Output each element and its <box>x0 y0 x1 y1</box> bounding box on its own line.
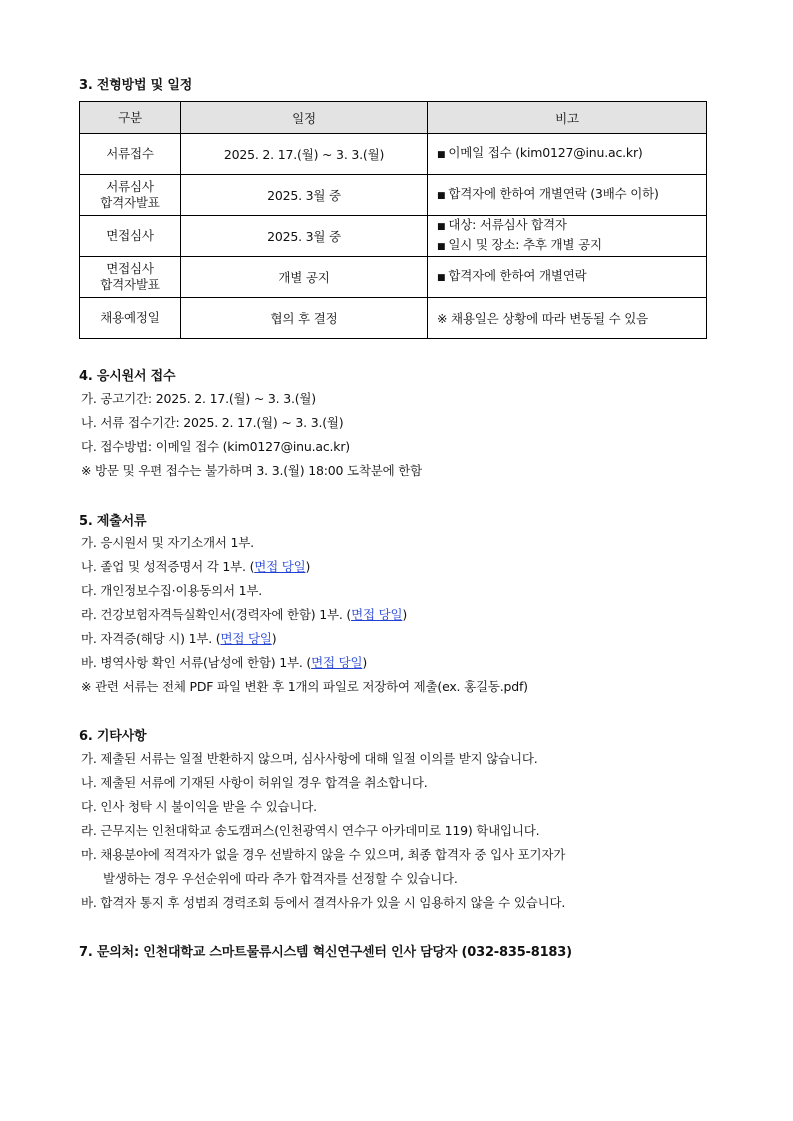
section-6-line: 나. 제출된 서류에 기재된 사항이 허위일 경우 합격을 취소합니다. <box>81 775 428 790</box>
category-cell <box>80 134 181 175</box>
schedule-cell: 개별 공지 <box>181 257 428 298</box>
schedule-cell: 2025. 3월 중 <box>181 175 428 216</box>
table-header-row <box>80 102 707 134</box>
item-text: ) <box>271 631 277 646</box>
category-cell <box>80 175 181 216</box>
schedule-cell: 2025. 3월 중 <box>181 216 428 257</box>
interview-day-link[interactable]: 면접 당일 <box>351 607 403 622</box>
notes-cell <box>428 216 707 257</box>
document-item <box>81 581 262 599</box>
document-item <box>81 653 367 671</box>
section-4-line: 가. 공고기간: 2025. 2. 17.(월) ~ 3. 3.(월) <box>81 391 316 406</box>
category-text: 면접심사 <box>106 228 154 243</box>
schedule-table <box>79 101 707 339</box>
notes-cell <box>428 298 707 339</box>
item-text: 바. 병역사항 확인 서류(남성에 한함) 1부. ( <box>81 655 312 670</box>
document-item <box>81 533 254 551</box>
notes-cell <box>428 134 707 175</box>
section-4-heading: 4. 응시원서 접수 <box>79 369 176 384</box>
category-text: 서류심사 <box>106 179 154 194</box>
item-text: ) <box>362 655 368 670</box>
document-item <box>81 629 276 647</box>
schedule-cell: 2025. 2. 17.(월) ~ 3. 3.(월) <box>181 134 428 175</box>
bullet-icon: ■ <box>437 273 446 283</box>
section-6-line-continued: 발생하는 경우 우선순위에 따라 추가 합격자를 선정할 수 있습니다. <box>103 871 458 886</box>
section-7-contact: 7. 문의처: 인천대학교 스마트물류시스템 혁신연구센터 인사 담당자 (032-835-8183) <box>79 945 572 960</box>
item-text: ) <box>402 607 408 622</box>
item-text: 나. 졸업 및 성적증명서 각 1부. ( <box>81 559 255 574</box>
header-notes: 비고 <box>428 102 707 134</box>
category-text: 서류접수 <box>106 146 154 161</box>
document-item <box>81 557 310 575</box>
header-category: 구분 <box>80 102 181 134</box>
table-row <box>80 298 707 339</box>
section-6-line: 다. 인사 청탁 시 불이익을 받을 수 있습니다. <box>81 799 317 814</box>
section-4-line: 나. 서류 접수기간: 2025. 2. 17.(월) ~ 3. 3.(월) <box>81 415 344 430</box>
bullet-icon: ■ <box>437 242 446 252</box>
header-schedule: 일정 <box>181 102 428 134</box>
interview-day-link[interactable]: 면접 당일 <box>311 655 363 670</box>
notes-text: 대상: 서류심사 합격자 <box>448 217 567 232</box>
notes-text: ※ 채용일은 상황에 따라 변동될 수 있음 <box>437 310 649 326</box>
section-4-line: 다. 접수방법: 이메일 접수 (kim0127@inu.ac.kr) <box>81 439 350 454</box>
interview-day-link[interactable]: 면접 당일 <box>254 559 306 574</box>
section-4-note: ※ 방문 및 우편 접수는 불가하며 3. 3.(월) 18:00 도착분에 한함 <box>81 463 423 478</box>
table-row <box>80 134 707 175</box>
item-text: 가. 응시원서 및 자기소개서 1부. <box>81 535 254 550</box>
item-text: ) <box>305 559 311 574</box>
notes-text: 일시 및 장소: 추후 개별 공지 <box>448 237 602 252</box>
item-text: 다. 개인정보수집·이용동의서 1부. <box>81 583 262 598</box>
item-text: ※ 관련 서류는 전체 PDF 파일 변환 후 1개의 파일로 저장하여 제출(ex. 홍길동.pdf) <box>81 679 528 694</box>
table-row <box>80 175 707 216</box>
category-cell <box>80 298 181 339</box>
section-6-line: 마. 채용분야에 적격자가 없을 경우 선발하지 않을 수 있으며, 최종 합격자 중 입사 포기자가 <box>81 847 566 862</box>
section-5-heading: 5. 제출서류 <box>79 514 147 529</box>
category-text: 합격자발표 <box>100 195 160 210</box>
item-text: 라. 건강보험자격득실확인서(경력자에 한함) 1부. ( <box>81 607 352 622</box>
schedule-cell: 협의 후 결정 <box>181 298 428 339</box>
notes-cell <box>428 257 707 298</box>
category-text: 합격자발표 <box>100 277 160 292</box>
section-6-line: 가. 제출된 서류는 일절 반환하지 않으며, 심사사항에 대해 일절 이의를 받지 않습니다. <box>81 751 538 766</box>
category-text: 채용예정일 <box>100 310 160 325</box>
bullet-icon: ■ <box>437 150 446 160</box>
notes-cell <box>428 175 707 216</box>
bullet-icon: ■ <box>437 191 446 201</box>
interview-day-link[interactable]: 면접 당일 <box>220 631 272 646</box>
section-6-line: 라. 근무지는 인천대학교 송도캠퍼스(인천광역시 연수구 아카데미로 119) 학내입니다. <box>81 823 540 838</box>
document-note <box>81 677 528 695</box>
category-text: 면접심사 <box>106 261 154 276</box>
section-6-heading: 6. 기타사항 <box>79 729 147 744</box>
section-6-line: 바. 합격자 통지 후 성범죄 경력조회 등에서 결격사유가 있을 시 임용하지 않을 수 있습니다. <box>81 895 566 910</box>
category-cell <box>80 216 181 257</box>
category-cell <box>80 257 181 298</box>
document-item <box>81 605 407 623</box>
table-row <box>80 216 707 257</box>
bullet-icon: ■ <box>437 222 446 232</box>
item-text: 마. 자격증(해당 시) 1부. ( <box>81 631 221 646</box>
table-row <box>80 257 707 298</box>
section-3-heading: 3. 전형방법 및 일정 <box>79 78 193 93</box>
notes-text: 이메일 접수 (kim0127@inu.ac.kr) <box>448 145 643 160</box>
notes-text: 합격자에 한하여 개별연락 (3배수 이하) <box>448 186 659 201</box>
notes-text: 합격자에 한하여 개별연락 <box>448 268 587 283</box>
